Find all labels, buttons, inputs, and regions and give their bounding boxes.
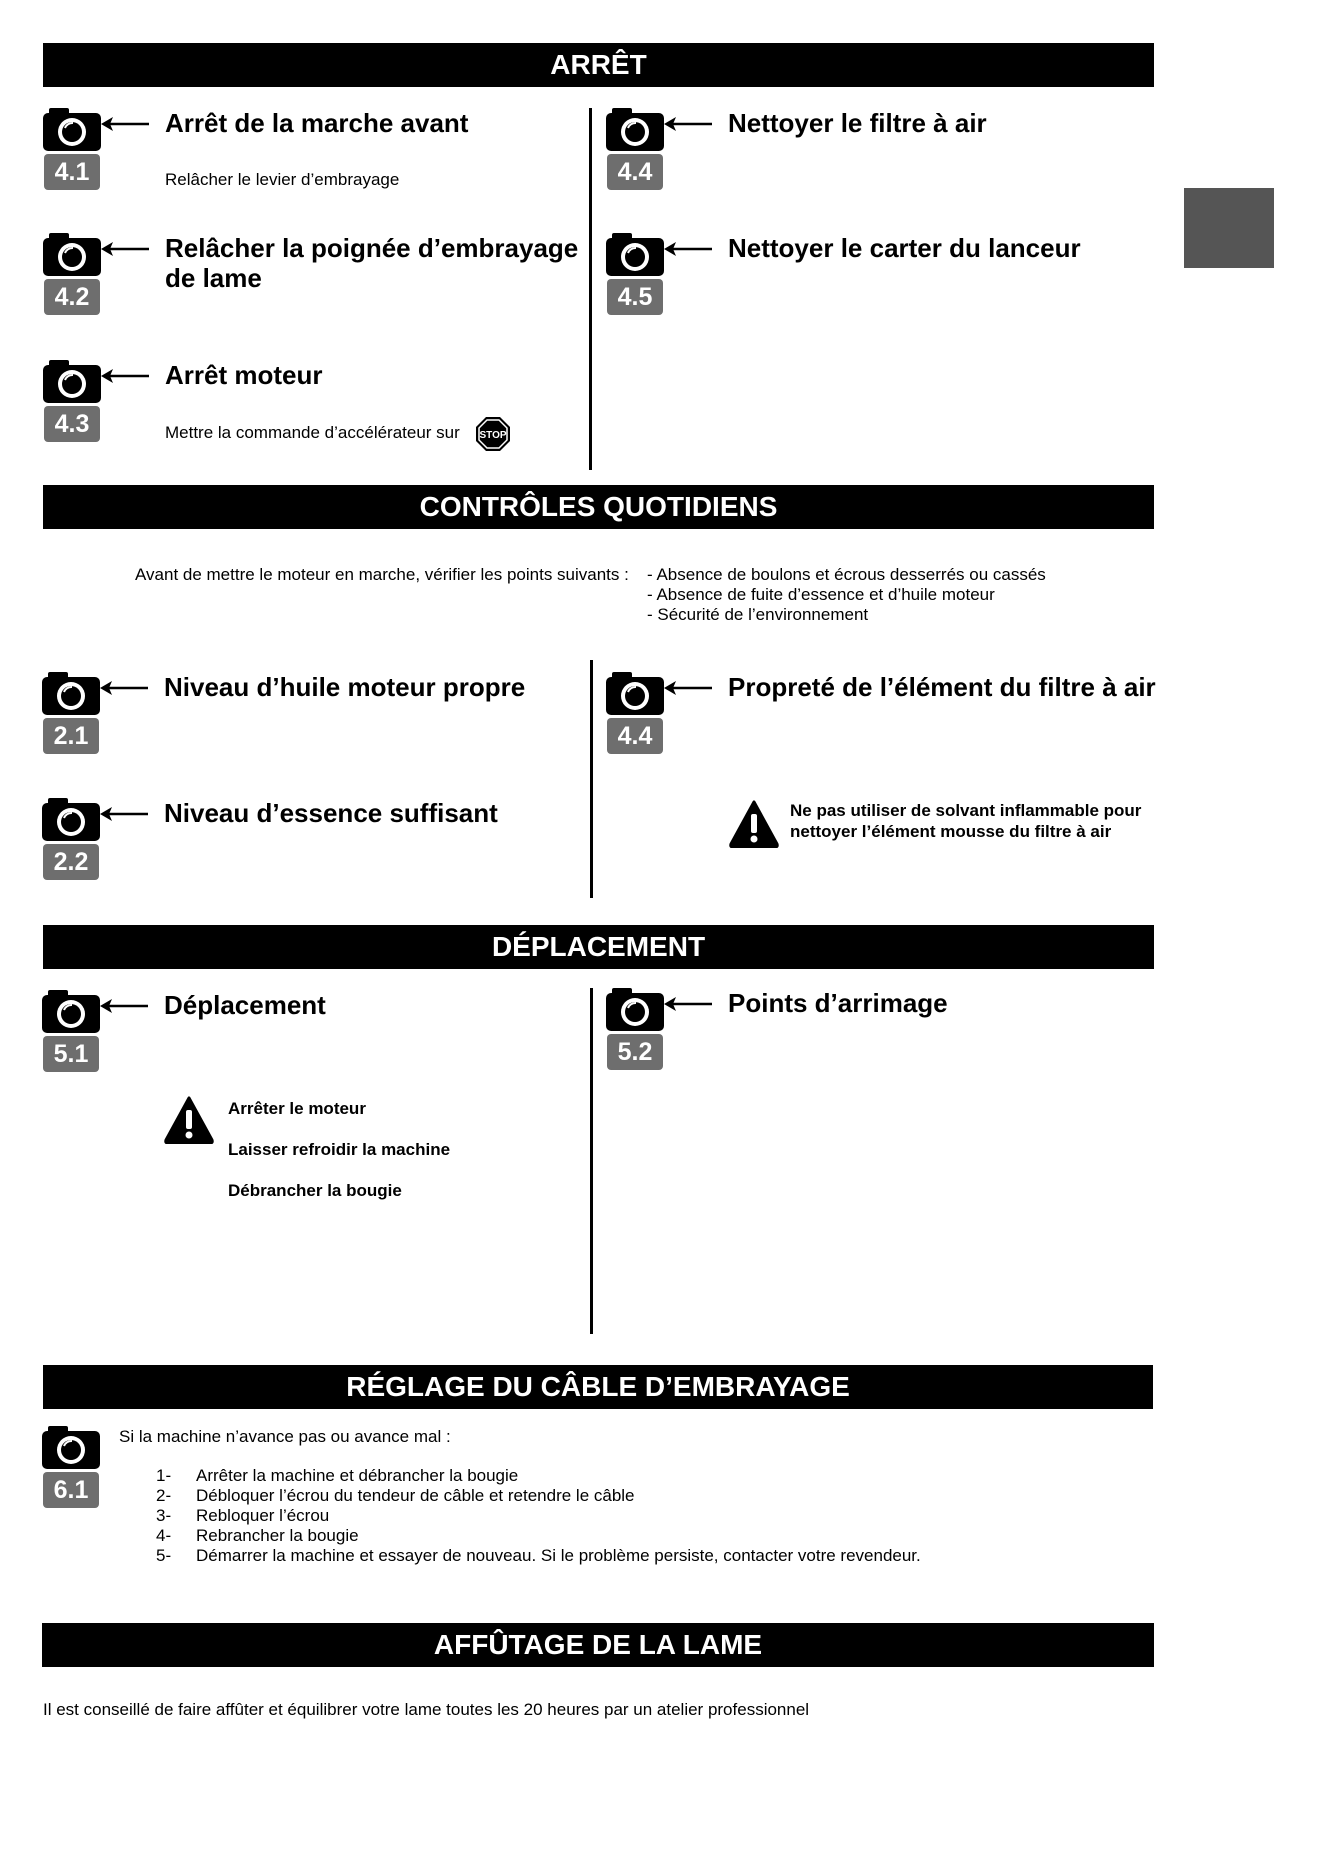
camera-icon (606, 233, 666, 277)
camera-icon (42, 1426, 102, 1470)
check-point: - Absence de boulons et écrous desserrés ou cassés (647, 565, 1046, 584)
item-title: Nettoyer le filtre à air (728, 108, 987, 138)
camera-icon (42, 672, 102, 716)
item-title: Nettoyer le carter du lanceur (728, 233, 1081, 263)
section-heading-reglage: RÉGLAGE DU CÂBLE D’EMBRAYAGE (43, 1365, 1153, 1409)
arrow-left-icon (101, 368, 153, 384)
cable-steps (156, 1466, 921, 1566)
camera-icon (606, 108, 666, 152)
item-title: Niveau d’essence suffisant (164, 798, 498, 828)
arrow-left-icon (664, 996, 716, 1012)
item-title-line1: Relâcher la poignée d’embrayage (165, 233, 579, 263)
step-badge: 4.5 (607, 279, 663, 315)
solvent-warning-line2: nettoyer l’élément mousse du filtre à air (790, 822, 1112, 841)
item-title: Arrêt moteur (165, 360, 323, 390)
sharpening-text: Il est conseillé de faire affûter et équilibrer votre lame toutes les 20 heures par un atelier professionnel (43, 1700, 810, 1719)
cable-step: 5- Démarrer la machine et essayer de nouveau. Si le problème persiste, contacter votre revendeur. (156, 1546, 921, 1565)
cable-intro: Si la machine n’avance pas ou avance mal : (119, 1427, 451, 1446)
column-divider (590, 988, 593, 1334)
section-heading-controles: CONTRÔLES QUOTIDIENS (43, 485, 1154, 529)
checks-intro: Avant de mettre le moteur en marche, vérifier les points suivants : (135, 565, 629, 584)
arrow-left-icon (101, 116, 153, 132)
step-badge: 2.1 (43, 718, 99, 754)
arrow-left-icon (100, 998, 152, 1014)
step-badge: 2.2 (43, 844, 99, 880)
cable-step: 1- Arrêter la machine et débrancher la bougie (156, 1466, 519, 1485)
check-point: - Absence de fuite d’essence et d’huile moteur (647, 585, 995, 604)
cable-step: 2- Débloquer l’écrou du tendeur de câble et retendre le câble (156, 1486, 635, 1505)
section-heading-arret: ARRÊT (43, 43, 1154, 87)
column-divider (590, 660, 593, 898)
solvent-warning-line1: Ne pas utiliser de solvant inflammable pour (790, 801, 1142, 820)
transport-warning: Débrancher la bougie (228, 1181, 402, 1200)
checks-list (647, 565, 1046, 625)
item-subtext: Relâcher le levier d’embrayage (165, 170, 400, 189)
warning-icon (729, 800, 779, 848)
arrow-left-icon (664, 680, 716, 696)
check-point: - Sécurité de l’environnement (647, 605, 869, 624)
camera-icon (42, 798, 102, 842)
step-badge: 6.1 (43, 1472, 99, 1508)
item-title: Niveau d’huile moteur propre (164, 672, 526, 702)
warning-icon (164, 1096, 214, 1144)
item-subtext: Mettre la commande d’accélérateur sur (165, 423, 460, 442)
stop-sign-icon (475, 416, 511, 452)
page-tab-marker (1184, 188, 1274, 268)
arrow-left-icon (100, 806, 152, 822)
column-divider (589, 108, 592, 470)
item-title: Propreté de l’élément du filtre à air (728, 672, 1156, 702)
step-badge: 4.4 (607, 154, 663, 190)
item-title-line2: de lame (165, 263, 262, 293)
arrow-left-icon (664, 241, 716, 257)
camera-icon (606, 672, 666, 716)
arrow-left-icon (100, 680, 152, 696)
item-title: Déplacement (164, 990, 326, 1020)
arrow-left-icon (101, 241, 153, 257)
solvent-warning (790, 800, 1156, 842)
step-badge: 4.1 (44, 154, 100, 190)
step-badge: 4.3 (44, 406, 100, 442)
camera-icon (43, 360, 103, 404)
section-heading-deplacement: DÉPLACEMENT (43, 925, 1154, 969)
step-badge: 5.2 (607, 1034, 663, 1070)
cable-step: 3- Rebloquer l’écrou (156, 1506, 330, 1525)
section-heading-affutage: AFFÛTAGE DE LA LAME (42, 1623, 1154, 1667)
camera-icon (42, 990, 102, 1034)
item-title (165, 233, 595, 293)
transport-warnings (228, 1098, 450, 1201)
transport-warning: Laisser refroidir la machine (228, 1140, 451, 1159)
camera-icon (43, 233, 103, 277)
step-badge: 4.4 (607, 718, 663, 754)
step-badge: 4.2 (44, 279, 100, 315)
arrow-left-icon (664, 116, 716, 132)
camera-icon (606, 988, 666, 1032)
camera-icon (43, 108, 103, 152)
item-title: Points d’arrimage (728, 988, 948, 1018)
transport-warning: Arrêter le moteur (228, 1099, 366, 1118)
stop-sign-label: STOP (479, 430, 507, 441)
cable-step: 4- Rebrancher la bougie (156, 1526, 359, 1545)
item-title: Arrêt de la marche avant (165, 108, 469, 138)
step-badge: 5.1 (43, 1036, 99, 1072)
